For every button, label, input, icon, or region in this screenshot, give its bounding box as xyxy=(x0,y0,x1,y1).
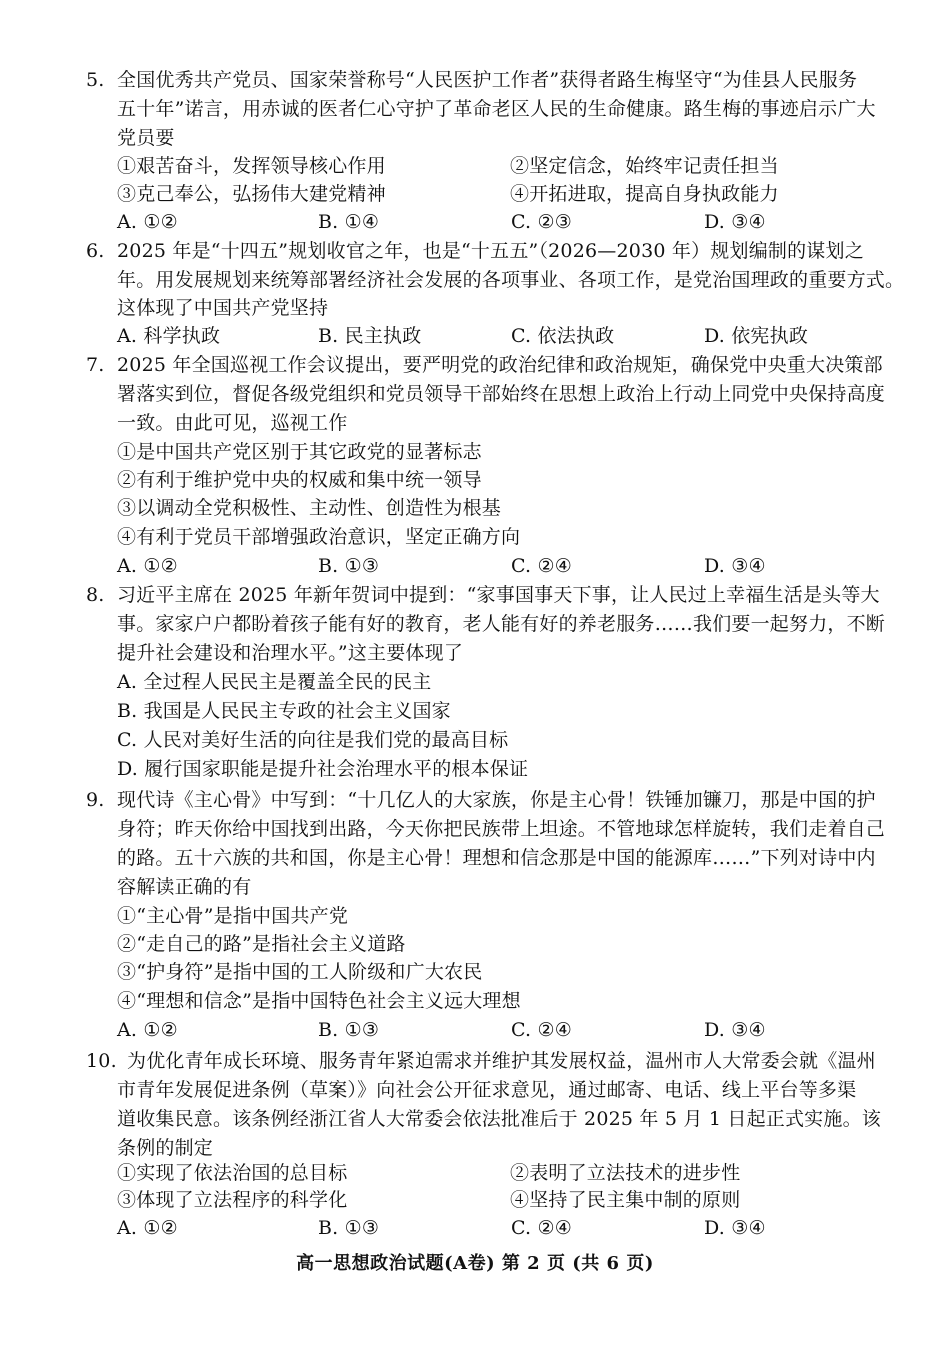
answer-option-text: C. 人民对美好生活的向往是我们党的最高目标 xyxy=(117,729,509,751)
question-text: 现代诗《主心骨》中写到：“十几亿人的大家族，你是主心骨！铁锤加镰刀，那是中国的护 xyxy=(117,789,876,811)
question-number: 8. xyxy=(86,584,105,606)
item-text: ①“主心骨”是指中国共产党 xyxy=(117,905,349,927)
question-number: 10. xyxy=(86,1050,117,1072)
answer-option xyxy=(0,697,950,725)
answer-option: C. 依法执政 xyxy=(511,325,615,347)
item-row xyxy=(0,152,950,180)
answer-option: A. 科学执政 xyxy=(117,325,221,347)
answer-option: A. ①② xyxy=(117,1217,178,1239)
item: ①实现了依法治国的总目标 xyxy=(117,1162,348,1184)
question-number: 9. xyxy=(86,789,105,811)
question-text: 为优化青年成长环境、服务青年紧迫需求并维护其发展权益，温州市人大常委会就《温州 xyxy=(127,1050,876,1072)
answer-option: C. ②④ xyxy=(511,1019,573,1041)
item: ④坚持了民主集中制的原则 xyxy=(510,1189,741,1211)
question-8 xyxy=(0,581,950,609)
answer-option: D. 依宪执政 xyxy=(704,325,809,347)
question-text-line xyxy=(0,124,950,152)
answer-option: D. ③④ xyxy=(704,1019,766,1041)
question-text: 署落实到位，督促各级党组织和党员领导干部始终在思想上政治上行动上同党中央保持高度 xyxy=(117,383,886,405)
item: ②坚定信念，始终牢记责任担当 xyxy=(510,155,779,177)
question-text: 2025 年全国巡视工作会议提出，要严明党的政治纪律和政治规矩，确保党中央重大决策部 xyxy=(117,354,883,376)
question-6 xyxy=(0,237,950,265)
page-footer: 高一思想政治试题(A卷) 第 2 页 (共 6 页) xyxy=(296,1253,654,1274)
question-text-line xyxy=(0,95,950,123)
question-text: 提升社会建设和治理水平。”这主要体现了 xyxy=(117,642,464,664)
question-text-line xyxy=(0,294,950,322)
answer-option: D. ③④ xyxy=(704,1217,766,1239)
item: ③克己奉公，弘扬伟大建党精神 xyxy=(117,183,386,205)
item-text: ④有利于党员干部增强政治意识，坚定正确方向 xyxy=(117,526,521,548)
question-text-line xyxy=(0,1076,950,1104)
question-text-line xyxy=(0,873,950,901)
answer-row xyxy=(0,552,950,580)
item: ②表明了立法技术的进步性 xyxy=(510,1162,741,1184)
question-9 xyxy=(0,786,950,814)
answer-option: B. ①③ xyxy=(318,1217,380,1239)
item xyxy=(0,466,950,494)
item xyxy=(0,987,950,1015)
question-text: 市青年发展促进条例（草案）》向社会公开征求意见，通过邮寄、电话、线上平台等多渠 xyxy=(117,1079,857,1101)
question-text: 习近平主席在 2025 年新年贺词中提到：“家事国事天下事，让人民过上幸福生活是头等大 xyxy=(117,584,880,606)
item-text: ①是中国共产党区别于其它政党的显著标志 xyxy=(117,441,482,463)
answer-option-text: B. 我国是人民民主专政的社会主义国家 xyxy=(117,700,451,722)
item xyxy=(0,523,950,551)
question-text-line xyxy=(0,844,950,872)
answer-option: B. 民主执政 xyxy=(318,325,422,347)
question-text: 事。家家户户都盼着孩子能有好的教育，老人能有好的养老服务……我们要一起努力，不断 xyxy=(117,613,886,635)
answer-option: B. ①④ xyxy=(318,211,380,233)
item xyxy=(0,438,950,466)
answer-row xyxy=(0,1214,950,1242)
answer-option: B. ①③ xyxy=(318,555,380,577)
question-text: 2025 年是“十四五”规划收官之年，也是“十五五”（2026—2030 年）规划编制的谋划之 xyxy=(117,240,864,262)
answer-option: C. ②④ xyxy=(511,1217,573,1239)
answer-row xyxy=(0,322,950,350)
question-number: 5. xyxy=(86,69,105,91)
item: ①艰苦奋斗，发挥领导核心作用 xyxy=(117,155,386,177)
item-text: ④“理想和信念”是指中国特色社会主义远大理想 xyxy=(117,990,521,1012)
question-text-line xyxy=(0,409,950,437)
item-text: ③“护身符”是指中国的工人阶级和广大农民 xyxy=(117,961,483,983)
answer-option-text: D. 履行国家职能是提升社会治理水平的根本保证 xyxy=(117,758,529,780)
answer-option: D. ③④ xyxy=(704,555,766,577)
question-text-line xyxy=(0,1105,950,1133)
item-text: ③以调动全党积极性、主动性、创造性为根基 xyxy=(117,497,502,519)
question-text: 一致。由此可见，巡视工作 xyxy=(117,412,348,434)
answer-option: B. ①③ xyxy=(318,1019,380,1041)
question-text: 五十年”诺言，用赤诚的医者仁心守护了革命老区人民的生命健康。路生梅的事迹启示广大 xyxy=(117,98,876,120)
item: ③体现了立法程序的科学化 xyxy=(117,1189,348,1211)
question-number: 6. xyxy=(86,240,105,262)
answer-option: A. ①② xyxy=(117,1019,178,1041)
question-text-line xyxy=(0,610,950,638)
item xyxy=(0,494,950,522)
question-text: 的路。五十六族的共和国，你是主心骨！理想和信念那是中国的能源库……”下列对诗中内 xyxy=(117,847,876,869)
answer-row xyxy=(0,208,950,236)
question-text: 道收集民意。该条例经浙江省人大常委会依法批准后于 2025 年 5 月 1 日起正式实施。该 xyxy=(117,1108,881,1130)
question-text-line xyxy=(0,815,950,843)
answer-row xyxy=(0,1016,950,1044)
question-7 xyxy=(0,351,950,379)
item xyxy=(0,958,950,986)
item xyxy=(0,902,950,930)
question-10 xyxy=(0,1047,950,1075)
answer-option xyxy=(0,755,950,783)
question-text: 条例的制定 xyxy=(117,1137,214,1159)
answer-option: C. ②③ xyxy=(511,211,573,233)
item-row xyxy=(0,1186,950,1214)
answer-option: C. ②④ xyxy=(511,555,573,577)
item-text: ②“走自己的路”是指社会主义道路 xyxy=(117,933,406,955)
item xyxy=(0,930,950,958)
question-text: 容解读正确的有 xyxy=(117,876,252,898)
answer-option xyxy=(0,726,950,754)
question-text: 身符；昨天你给中国找到出路，今天你把民族带上坦途。不管地球怎样旋转，我们走着自己 xyxy=(117,818,886,840)
question-number: 7. xyxy=(86,354,105,376)
item-row xyxy=(0,180,950,208)
question-text: 党员要 xyxy=(117,127,175,149)
item: ④开拓进取，提高自身执政能力 xyxy=(510,183,779,205)
question-5 xyxy=(0,66,950,94)
item-text: ②有利于维护党中央的权威和集中统一领导 xyxy=(117,469,482,491)
answer-option: D. ③④ xyxy=(704,211,766,233)
question-text: 年。用发展规划来统筹部署经济社会发展的各项事业、各项工作，是党治国理政的重要方式。 xyxy=(117,269,905,291)
question-text-line xyxy=(0,639,950,667)
question-text: 这体现了中国共产党坚持 xyxy=(117,297,329,319)
question-text: 全国优秀共产党员、国家荣誉称号“人民医护工作者”获得者路生梅坚守“为佳县人民服务 xyxy=(117,69,858,91)
answer-option: A. ①② xyxy=(117,555,178,577)
question-text-line xyxy=(0,1134,950,1162)
answer-option: A. ①② xyxy=(117,211,178,233)
question-text-line xyxy=(0,266,950,294)
question-text-line xyxy=(0,380,950,408)
answer-option-text: A. 全过程人民民主是覆盖全民的民主 xyxy=(117,671,432,693)
item-row xyxy=(0,1159,950,1187)
answer-option xyxy=(0,668,950,696)
